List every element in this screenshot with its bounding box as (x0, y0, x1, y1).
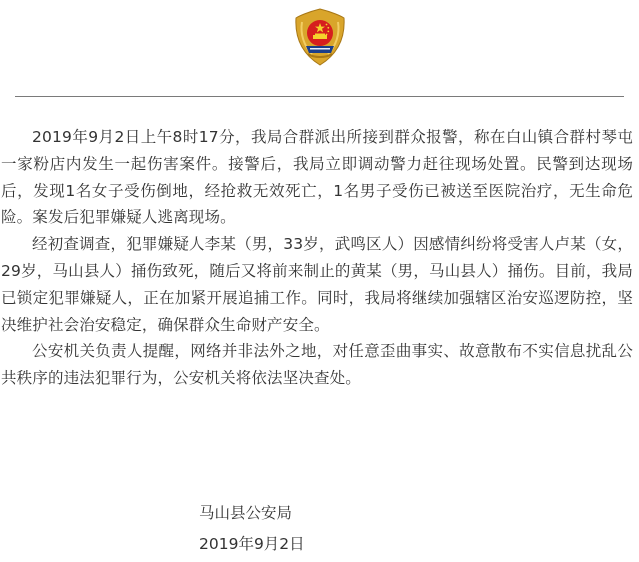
paragraph-warning: 公安机关负责人提醒，网络并非法外之地，对任意歪曲事实、故意散布不实信息扰乱公共秩序的违法犯罪行为，公安机关将依法坚决查处。 (1, 342, 633, 388)
police-emblem-icon (294, 8, 346, 66)
signature-block (199, 498, 305, 560)
paragraph-incident: 2019年9月2日上午8时17分，我局合群派出所接到群众报警，称在白山镇合群村琴屯一家粉店内发生一起伤害案件。接警后，我局立即调动警力赶往现场处置。民警到达现场后，发现1名女子受伤倒地，经抢救无效死亡，1名男子受伤已被送至医院治疗，无生命危险。案发后犯罪嫌疑人逃离现场。 (1, 128, 633, 227)
header-divider (15, 96, 624, 97)
signature-organization: 马山县公安局 (199, 504, 293, 522)
signature-date: 2019年9月2日 (199, 535, 305, 553)
paragraph-investigation: 经初查调查，犯罪嫌疑人李某（男，33岁，武鸣区人）因感情纠纷将受害人卢某（女，29岁，马山县人）捅伤致死，随后又将前来制止的黄某（男，马山县人）捅伤。目前，我局已锁定犯罪嫌疑人，正在加紧开展追捕工作。同时，我局将继续加强辖区治安巡逻防控，坚决维护社会治安稳定，确保群众生命财产安全。 (1, 235, 633, 334)
notice-body (1, 124, 633, 392)
